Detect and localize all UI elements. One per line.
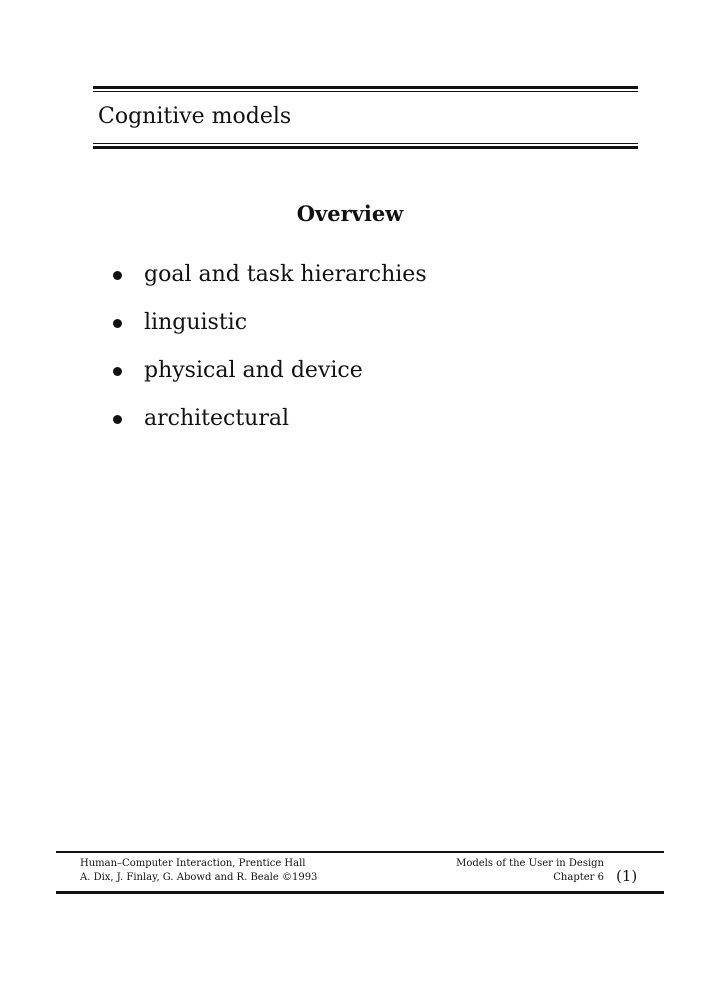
bullet-icon <box>113 271 122 280</box>
header-bottom-rule-thin <box>93 143 638 144</box>
footer-top-rule <box>56 851 664 853</box>
bullet-icon <box>113 367 122 376</box>
bullet-item <box>113 404 427 452</box>
bullet-text: architectural <box>144 406 290 431</box>
bullet-item <box>113 356 427 404</box>
bullet-text: goal and task hierarchies <box>144 262 427 287</box>
header-title: Cognitive models <box>98 104 292 129</box>
bullet-text: linguistic <box>144 310 248 335</box>
footer-chapter-number: Chapter 6 <box>553 872 604 883</box>
page-number: (1) <box>616 867 638 885</box>
footer-authors: A. Dix, J. Finlay, G. Abowd and R. Beale ©1993 <box>80 872 318 883</box>
bullet-icon <box>113 415 122 424</box>
bullet-list <box>113 260 427 452</box>
bullet-text: physical and device <box>144 358 363 383</box>
bullet-item <box>113 308 427 356</box>
footer-bottom-rule <box>56 891 664 894</box>
header-top-rule-thin <box>93 91 638 92</box>
footer-publisher: Human–Computer Interaction, Prentice Hall <box>80 858 306 869</box>
slide-heading: Overview <box>296 201 404 226</box>
footer-chapter-title: Models of the User in Design <box>456 858 604 869</box>
bullet-icon <box>113 319 122 328</box>
bullet-item <box>113 260 427 308</box>
header-bottom-rule-thick <box>93 146 638 149</box>
header-top-rule-thick <box>93 86 638 89</box>
